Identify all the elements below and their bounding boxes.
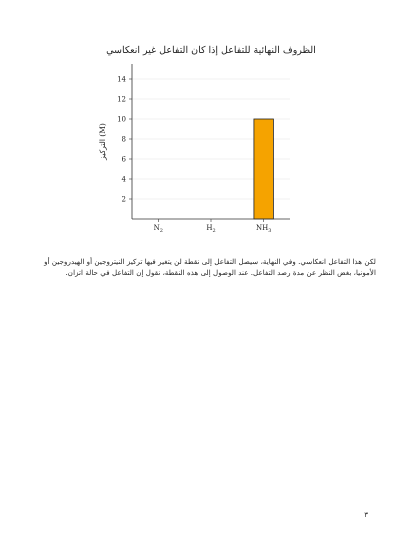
y-tick-label: 12 bbox=[117, 95, 126, 104]
chart bbox=[0, 0, 400, 240]
x-tick-label-base: N bbox=[153, 224, 160, 232]
y-axis-label: التركيز (M) bbox=[98, 123, 107, 160]
page-number: ٣ bbox=[364, 511, 368, 519]
body-paragraph: لكن هذا التفاعل انعكاسي. وفي النهاية، سيصل التفاعل إلى نقطة لن يتغير فيها تركيز النيتروجين أو الهيدروجين أو الأمونيا، بغض النظر عن مدة رصد التفاعل. عند الوصول إلى هذه النقطة، نقول إن التفاعل في حالة اتزان. bbox=[44, 257, 376, 277]
y-tick-label: 4 bbox=[121, 175, 126, 184]
y-tick-label: 6 bbox=[121, 155, 126, 164]
x-tick-label-base: NH bbox=[255, 224, 269, 232]
x-tick-label bbox=[256, 224, 271, 234]
bar-chart bbox=[0, 0, 400, 240]
y-tick-label: 10 bbox=[117, 115, 126, 124]
bar bbox=[254, 119, 273, 219]
x-tick-label-subscript: 2 bbox=[159, 228, 163, 234]
chart-title: الظروف النهائية للتفاعل إذا كان التفاعل غير انعكاسي bbox=[106, 45, 316, 56]
x-tick-label bbox=[206, 224, 215, 234]
y-tick-label: 2 bbox=[121, 195, 126, 204]
x-tick-label bbox=[154, 224, 163, 234]
x-tick-label-base: H bbox=[206, 224, 213, 232]
x-tick-label-subscript: 2 bbox=[212, 228, 216, 234]
x-tick-label-subscript: 3 bbox=[268, 228, 272, 234]
y-tick-label: 8 bbox=[121, 135, 126, 144]
y-tick-label: 14 bbox=[117, 75, 126, 84]
